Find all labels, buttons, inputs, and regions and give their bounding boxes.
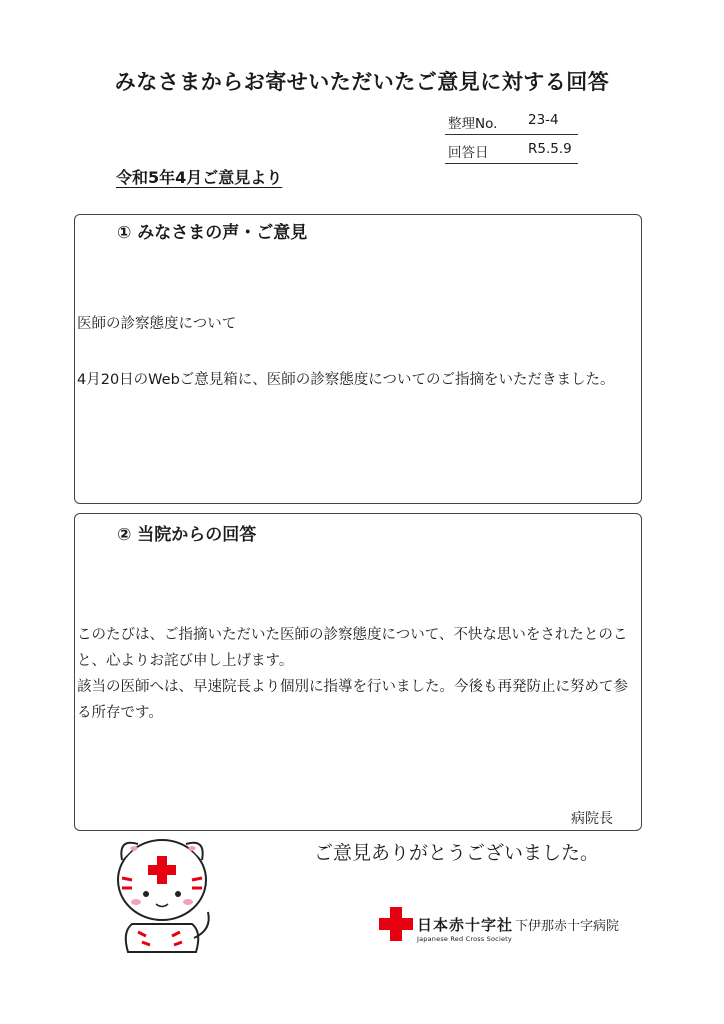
number-label: 整理No. (448, 116, 498, 132)
opinion-box (74, 214, 642, 504)
date-value: R5.5.9 (528, 141, 572, 157)
opinion-heading: ① みなさまの声・ご意見 (117, 223, 308, 243)
number-value: 23-4 (528, 112, 559, 128)
meta-row-number (445, 106, 578, 135)
date-label: 回答日 (448, 145, 489, 161)
response-apology: このたびは、ご指摘いただいた医師の診察態度について、不快な思いをされたとのこと、心よりお詫び申し上げます。 (77, 627, 628, 669)
red-cross-tiger-mascot-icon (108, 832, 220, 956)
opinion-detail: 4月20日のWebご意見箱に、医師の診察態度についてのご指摘をいただきました。 (77, 372, 615, 388)
meta-table (445, 106, 578, 164)
opinion-topic: 医師の診察態度について (77, 316, 237, 332)
closing-message: ご意見ありがとうございました。 (314, 842, 600, 864)
org-name: 日本赤十字社 (417, 916, 514, 934)
meta-row-date (445, 135, 578, 164)
page-title: みなさまからお寄せいただいたご意見に対する回答 (114, 70, 610, 94)
document-subtitle: 令和5年4月ご意見より (116, 168, 283, 187)
response-action: 該当の医師へは、早速院長より個別に指導を行いました。今後も再発防止に努めて参る所存です。 (77, 679, 628, 721)
hospital-name: 下伊那赤十字病院 (515, 919, 620, 934)
org-name-en: Japanese Red Cross Society (417, 935, 512, 943)
response-heading: ② 当院からの回答 (117, 525, 257, 545)
red-cross-logo-icon (378, 906, 414, 942)
response-signature: 病院長 (571, 811, 613, 827)
response-box (74, 513, 642, 831)
